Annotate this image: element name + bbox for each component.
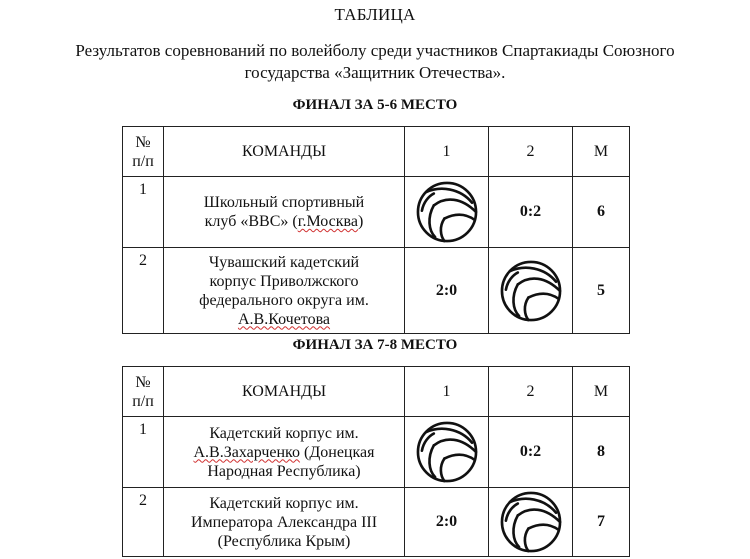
header-col-1: 1 xyxy=(405,127,489,177)
row-number: 2 xyxy=(123,248,164,334)
section-heading-5-6: ФИНАЛ ЗА 5-6 МЕСТО xyxy=(292,97,458,113)
table-header-row xyxy=(123,127,630,177)
header-num: № п/п xyxy=(123,127,164,177)
self-match-cell xyxy=(405,177,489,248)
match-score: 0:2 xyxy=(489,177,573,248)
volleyball-icon xyxy=(414,179,480,245)
self-match-cell xyxy=(489,248,573,334)
header-col-2: 2 xyxy=(489,127,573,177)
section-heading-7-8: ФИНАЛ ЗА 7-8 МЕСТО xyxy=(292,337,458,353)
table-row xyxy=(123,248,630,334)
team-name: Школьный спортивный клуб «ВВС» (г.Москва) xyxy=(164,177,405,248)
match-score: 0:2 xyxy=(489,417,573,488)
self-match-cell xyxy=(405,417,489,488)
place-value: 5 xyxy=(573,248,630,334)
self-match-cell xyxy=(489,488,573,557)
volleyball-icon xyxy=(498,489,564,555)
document-subtitle xyxy=(0,40,750,84)
table-header-row xyxy=(123,367,630,417)
spellcheck-word: А.В.Захарченко xyxy=(193,443,301,461)
table-row xyxy=(123,177,630,248)
header-teams: КОМАНДЫ xyxy=(164,367,405,417)
spellcheck-word: г.Москва xyxy=(297,213,358,230)
volleyball-icon xyxy=(498,258,564,324)
results-table-5-6 xyxy=(122,126,630,334)
header-place: М xyxy=(573,127,630,177)
place-value: 7 xyxy=(573,488,630,557)
row-number: 1 xyxy=(123,177,164,248)
spellcheck-word: А.В.Кочетова xyxy=(237,310,331,328)
match-score: 2:0 xyxy=(405,248,489,334)
results-table-7-8 xyxy=(122,366,630,557)
document-title: ТАБЛИЦА xyxy=(334,5,416,24)
team-name: Кадетский корпус им. Императора Александра III (Республика Крым) xyxy=(164,488,405,557)
table-row xyxy=(123,417,630,488)
place-value: 8 xyxy=(573,417,630,488)
subtitle-line-1: Результатов соревнований по волейболу среди участников Спартакиады Союзного xyxy=(75,41,675,60)
row-number: 1 xyxy=(123,417,164,488)
row-number: 2 xyxy=(123,488,164,557)
place-value: 6 xyxy=(573,177,630,248)
volleyball-icon xyxy=(414,419,480,485)
header-col-2: 2 xyxy=(489,367,573,417)
header-num: № п/п xyxy=(123,367,164,417)
team-name: Чувашский кадетский корпус Приволжского федерального округа им. А.В.Кочетова xyxy=(164,248,405,334)
match-score: 2:0 xyxy=(405,488,489,557)
header-place: М xyxy=(573,367,630,417)
subtitle-line-2: государства «Защитник Отечества». xyxy=(244,63,506,82)
table-row xyxy=(123,488,630,557)
team-name: Кадетский корпус им. А.В.Захарченко (Донецкая Народная Республика) xyxy=(164,417,405,488)
header-col-1: 1 xyxy=(405,367,489,417)
header-teams: КОМАНДЫ xyxy=(164,127,405,177)
